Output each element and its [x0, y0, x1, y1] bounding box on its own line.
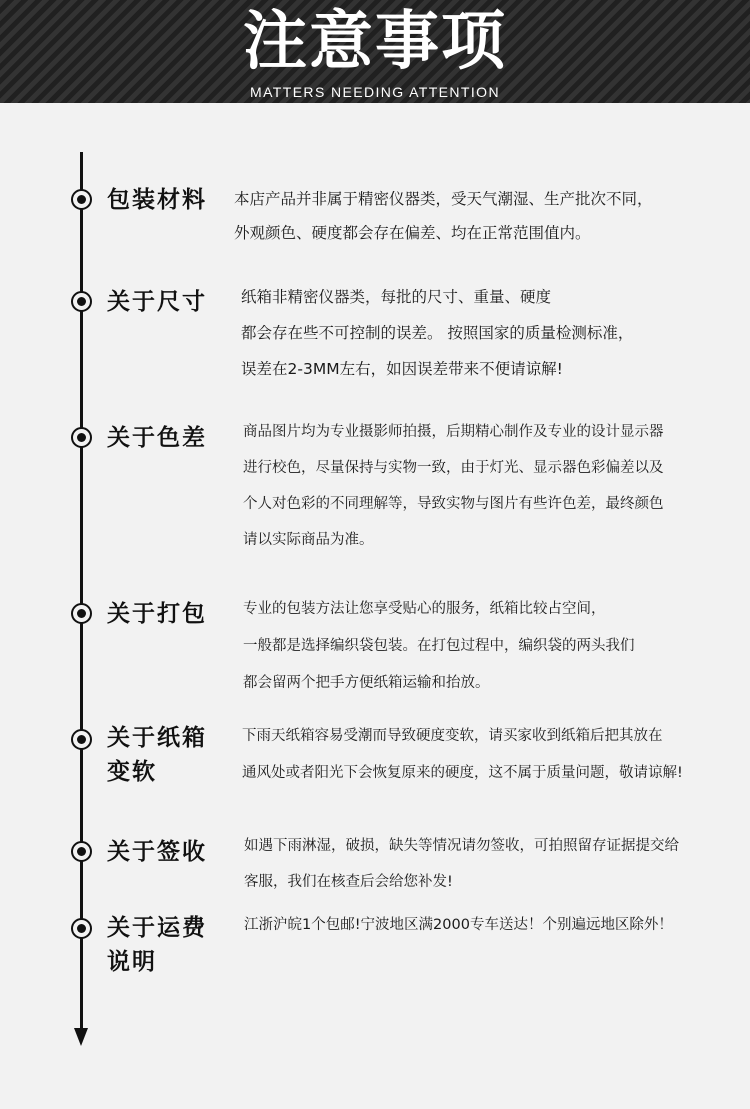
timeline-node-icon: [71, 603, 92, 624]
section-heading-size: [107, 285, 207, 319]
description-line: 商品图片均为专业摄影师拍摄，后期精心制作及专业的设计显示器: [243, 424, 664, 440]
description-line: 江浙沪皖1个包邮!宁波地区满2000专车送达！个别遍远地区除外！: [244, 917, 673, 933]
page-title: 注意事项: [243, 5, 507, 79]
description-line: 请以实际商品为准。: [243, 532, 374, 548]
description-line: 纸箱非精密仪器类，每批的尺寸、重量、硬度: [241, 288, 552, 306]
description-line: 如遇下雨淋湿，破损，缺失等情况请勿签收，可拍照留存证据提交给: [244, 838, 679, 854]
section-description-delivery-receipt: [244, 828, 679, 900]
description-line: 客服，我们在核查后会给您补发!: [244, 874, 453, 890]
description-line: 一般都是选择编织袋包装。在打包过程中，编织袋的两头我们: [243, 638, 635, 654]
section-heading-line: 包装材料: [107, 187, 207, 213]
description-line: 都会留两个把手方便纸箱运输和抬放。: [243, 675, 490, 691]
description-line: 个人对色彩的不同理解等，导致实物与图片有些许色差，最终颜色: [243, 496, 664, 512]
section-description-packaging-material: [234, 182, 653, 250]
section-description-size: [241, 279, 633, 387]
section-heading-line: 关于运费: [107, 915, 207, 941]
section-heading-line: 变软: [107, 759, 157, 785]
timeline-node-icon: [71, 918, 92, 939]
section-heading-line: 关于签收: [107, 839, 207, 865]
timeline-node-icon: [71, 729, 92, 750]
section-heading-line: 关于纸箱: [107, 725, 207, 751]
section-heading-packaging-material: [107, 183, 207, 217]
description-line: 下雨天纸箱容易受潮而导致硬度变软，请买家收到纸箱后把其放在: [242, 728, 663, 744]
description-line: 专业的包装方法让您享受贴心的服务，纸箱比较占空间，: [243, 601, 606, 617]
page-subtitle: MATTERS NEEDING ATTENTION: [250, 84, 500, 100]
section-description-packing: [243, 591, 635, 702]
section-heading-color-difference: [107, 421, 207, 455]
section-heading-carton-softening: [107, 721, 207, 789]
description-line: 误差在2-3MM左右，如因误差带来不便请谅解!: [241, 360, 563, 378]
description-line: 外观颜色、硬度都会存在偏差、均在正常范围值内。: [234, 224, 591, 242]
section-description-carton-softening: [242, 718, 683, 792]
section-description-color-difference: [243, 414, 664, 558]
timeline-line: [80, 152, 83, 1032]
header-banner: [0, 0, 750, 103]
section-description-shipping: [244, 910, 673, 940]
timeline-node-icon: [71, 841, 92, 862]
section-heading-packing: [107, 597, 207, 631]
timeline-node-icon: [71, 427, 92, 448]
description-line: 通风处或者阳光下会恢复原来的硬度，这不属于质量问题，敬请谅解!: [242, 765, 683, 781]
section-heading-line: 关于打包: [107, 601, 207, 627]
description-line: 进行校色，尽量保持与实物一致，由于灯光、显示器色彩偏差以及: [243, 460, 664, 476]
section-heading-line: 关于尺寸: [107, 289, 207, 315]
section-heading-delivery-receipt: [107, 835, 207, 869]
timeline-node-icon: [71, 189, 92, 210]
description-line: 本店产品并非属于精密仪器类，受天气潮湿、生产批次不同，: [234, 190, 653, 208]
description-line: 都会存在些不可控制的误差。 按照国家的质量检测标准，: [241, 324, 634, 342]
section-heading-line: 关于色差: [107, 425, 207, 451]
timeline-arrow-down-icon: [74, 1028, 88, 1046]
section-heading-shipping: [107, 911, 207, 979]
section-heading-line: 说明: [107, 949, 157, 975]
timeline-node-icon: [71, 291, 92, 312]
